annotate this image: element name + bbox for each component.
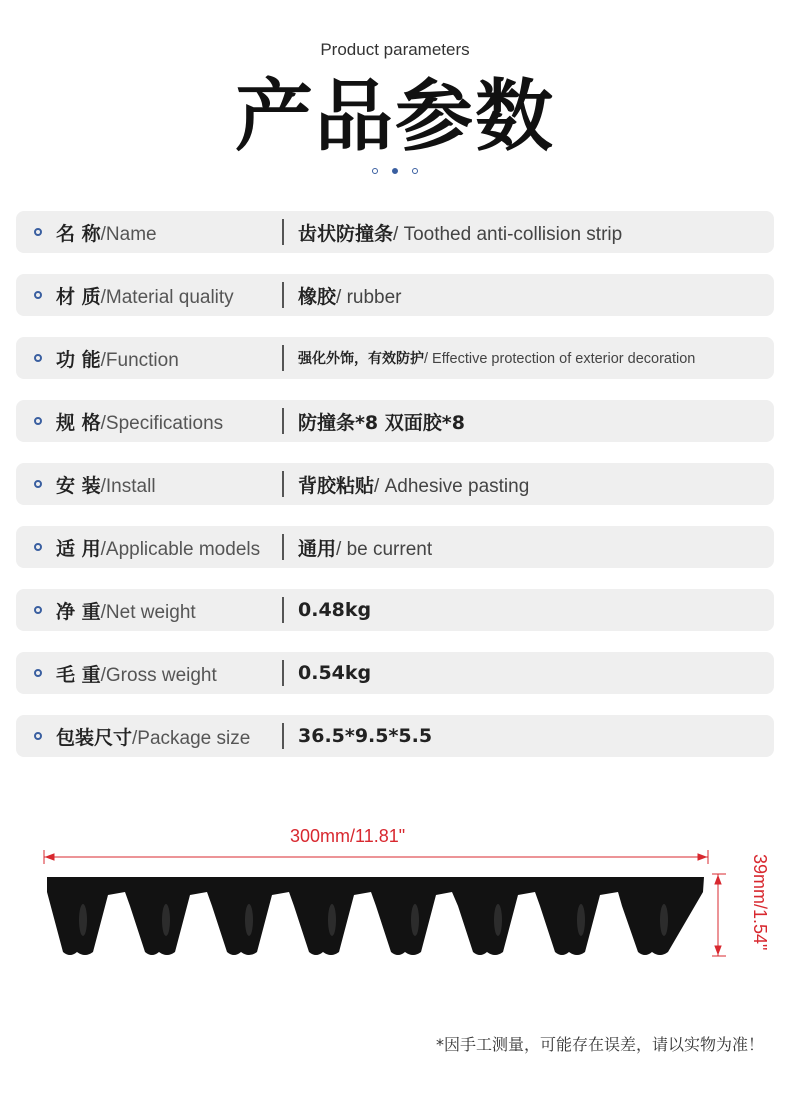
divider: [282, 219, 284, 245]
divider: [282, 345, 284, 371]
height-dimension-label: 39mm/1.54": [750, 854, 770, 951]
param-row-package-size: [16, 715, 774, 757]
divider: [282, 597, 284, 623]
param-label: 安 装/Install: [56, 474, 156, 497]
param-row-applicable: [16, 526, 774, 568]
width-dimension-line: [44, 850, 708, 864]
bullet-icon: [34, 417, 42, 425]
height-dimension-line: [712, 874, 726, 956]
dot-icon: [412, 168, 418, 174]
bullet-icon: [34, 732, 42, 740]
param-value: 橡胶/ rubber: [298, 285, 402, 308]
param-value: 36.5*9.5*5.5: [298, 724, 433, 747]
bullet-icon: [34, 228, 42, 236]
divider: [282, 282, 284, 308]
bullet-icon: [34, 669, 42, 677]
divider: [282, 723, 284, 749]
bullet-icon: [34, 291, 42, 299]
param-value: 强化外饰，有效防护/ Effective protection of exterior decoration: [298, 351, 696, 367]
param-value: 0.54kg: [298, 661, 372, 684]
param-row-material: [16, 274, 774, 316]
param-label: 规 格/Specifications: [56, 411, 224, 434]
param-value: 齿状防撞条/ Toothed anti-collision strip: [298, 222, 623, 245]
param-label: 净 重/Net weight: [56, 600, 196, 623]
param-value: 防撞条*8 双面胶*8: [298, 411, 465, 434]
param-row-gross-weight: [16, 652, 774, 694]
param-label: 材 质/Material quality: [56, 285, 234, 308]
toothed-strip-shape: [47, 877, 704, 955]
divider: [282, 408, 284, 434]
param-label: 适 用/Applicable models: [56, 537, 261, 560]
param-row-install: [16, 463, 774, 505]
product-image: [0, 840, 790, 980]
param-row-name: [16, 211, 774, 253]
param-row-function: [16, 337, 774, 379]
page-title: 产品参数: [234, 72, 555, 162]
param-row-net-weight: [16, 589, 774, 631]
divider: [282, 660, 284, 686]
param-value: 背胶粘贴/ Adhesive pasting: [298, 474, 530, 497]
divider: [282, 471, 284, 497]
dot-icon: [372, 168, 378, 174]
divider: [282, 534, 284, 560]
param-label: 名 称/Name: [56, 222, 157, 245]
param-label: 毛 重/Gross weight: [56, 663, 217, 686]
measurement-note: *因手工测量，可能存在误差，请以实物为准！: [435, 1035, 764, 1054]
pagination-dots: [0, 168, 790, 174]
bullet-icon: [34, 606, 42, 614]
bullet-icon: [34, 480, 42, 488]
strip-grip-ridges: [79, 904, 668, 936]
parameter-table: [16, 211, 774, 778]
subtitle: Product parameters: [320, 40, 470, 59]
param-value: 0.48kg: [298, 598, 372, 621]
param-label: 功 能/Function: [56, 348, 179, 371]
param-value: 通用/ be current: [298, 537, 433, 560]
param-row-specifications: [16, 400, 774, 442]
width-dimension-label: 300mm/11.81": [290, 826, 406, 846]
param-label: 包装尺寸/Package size: [56, 726, 251, 749]
bullet-icon: [34, 543, 42, 551]
dot-active-icon: [392, 168, 398, 174]
bullet-icon: [34, 354, 42, 362]
